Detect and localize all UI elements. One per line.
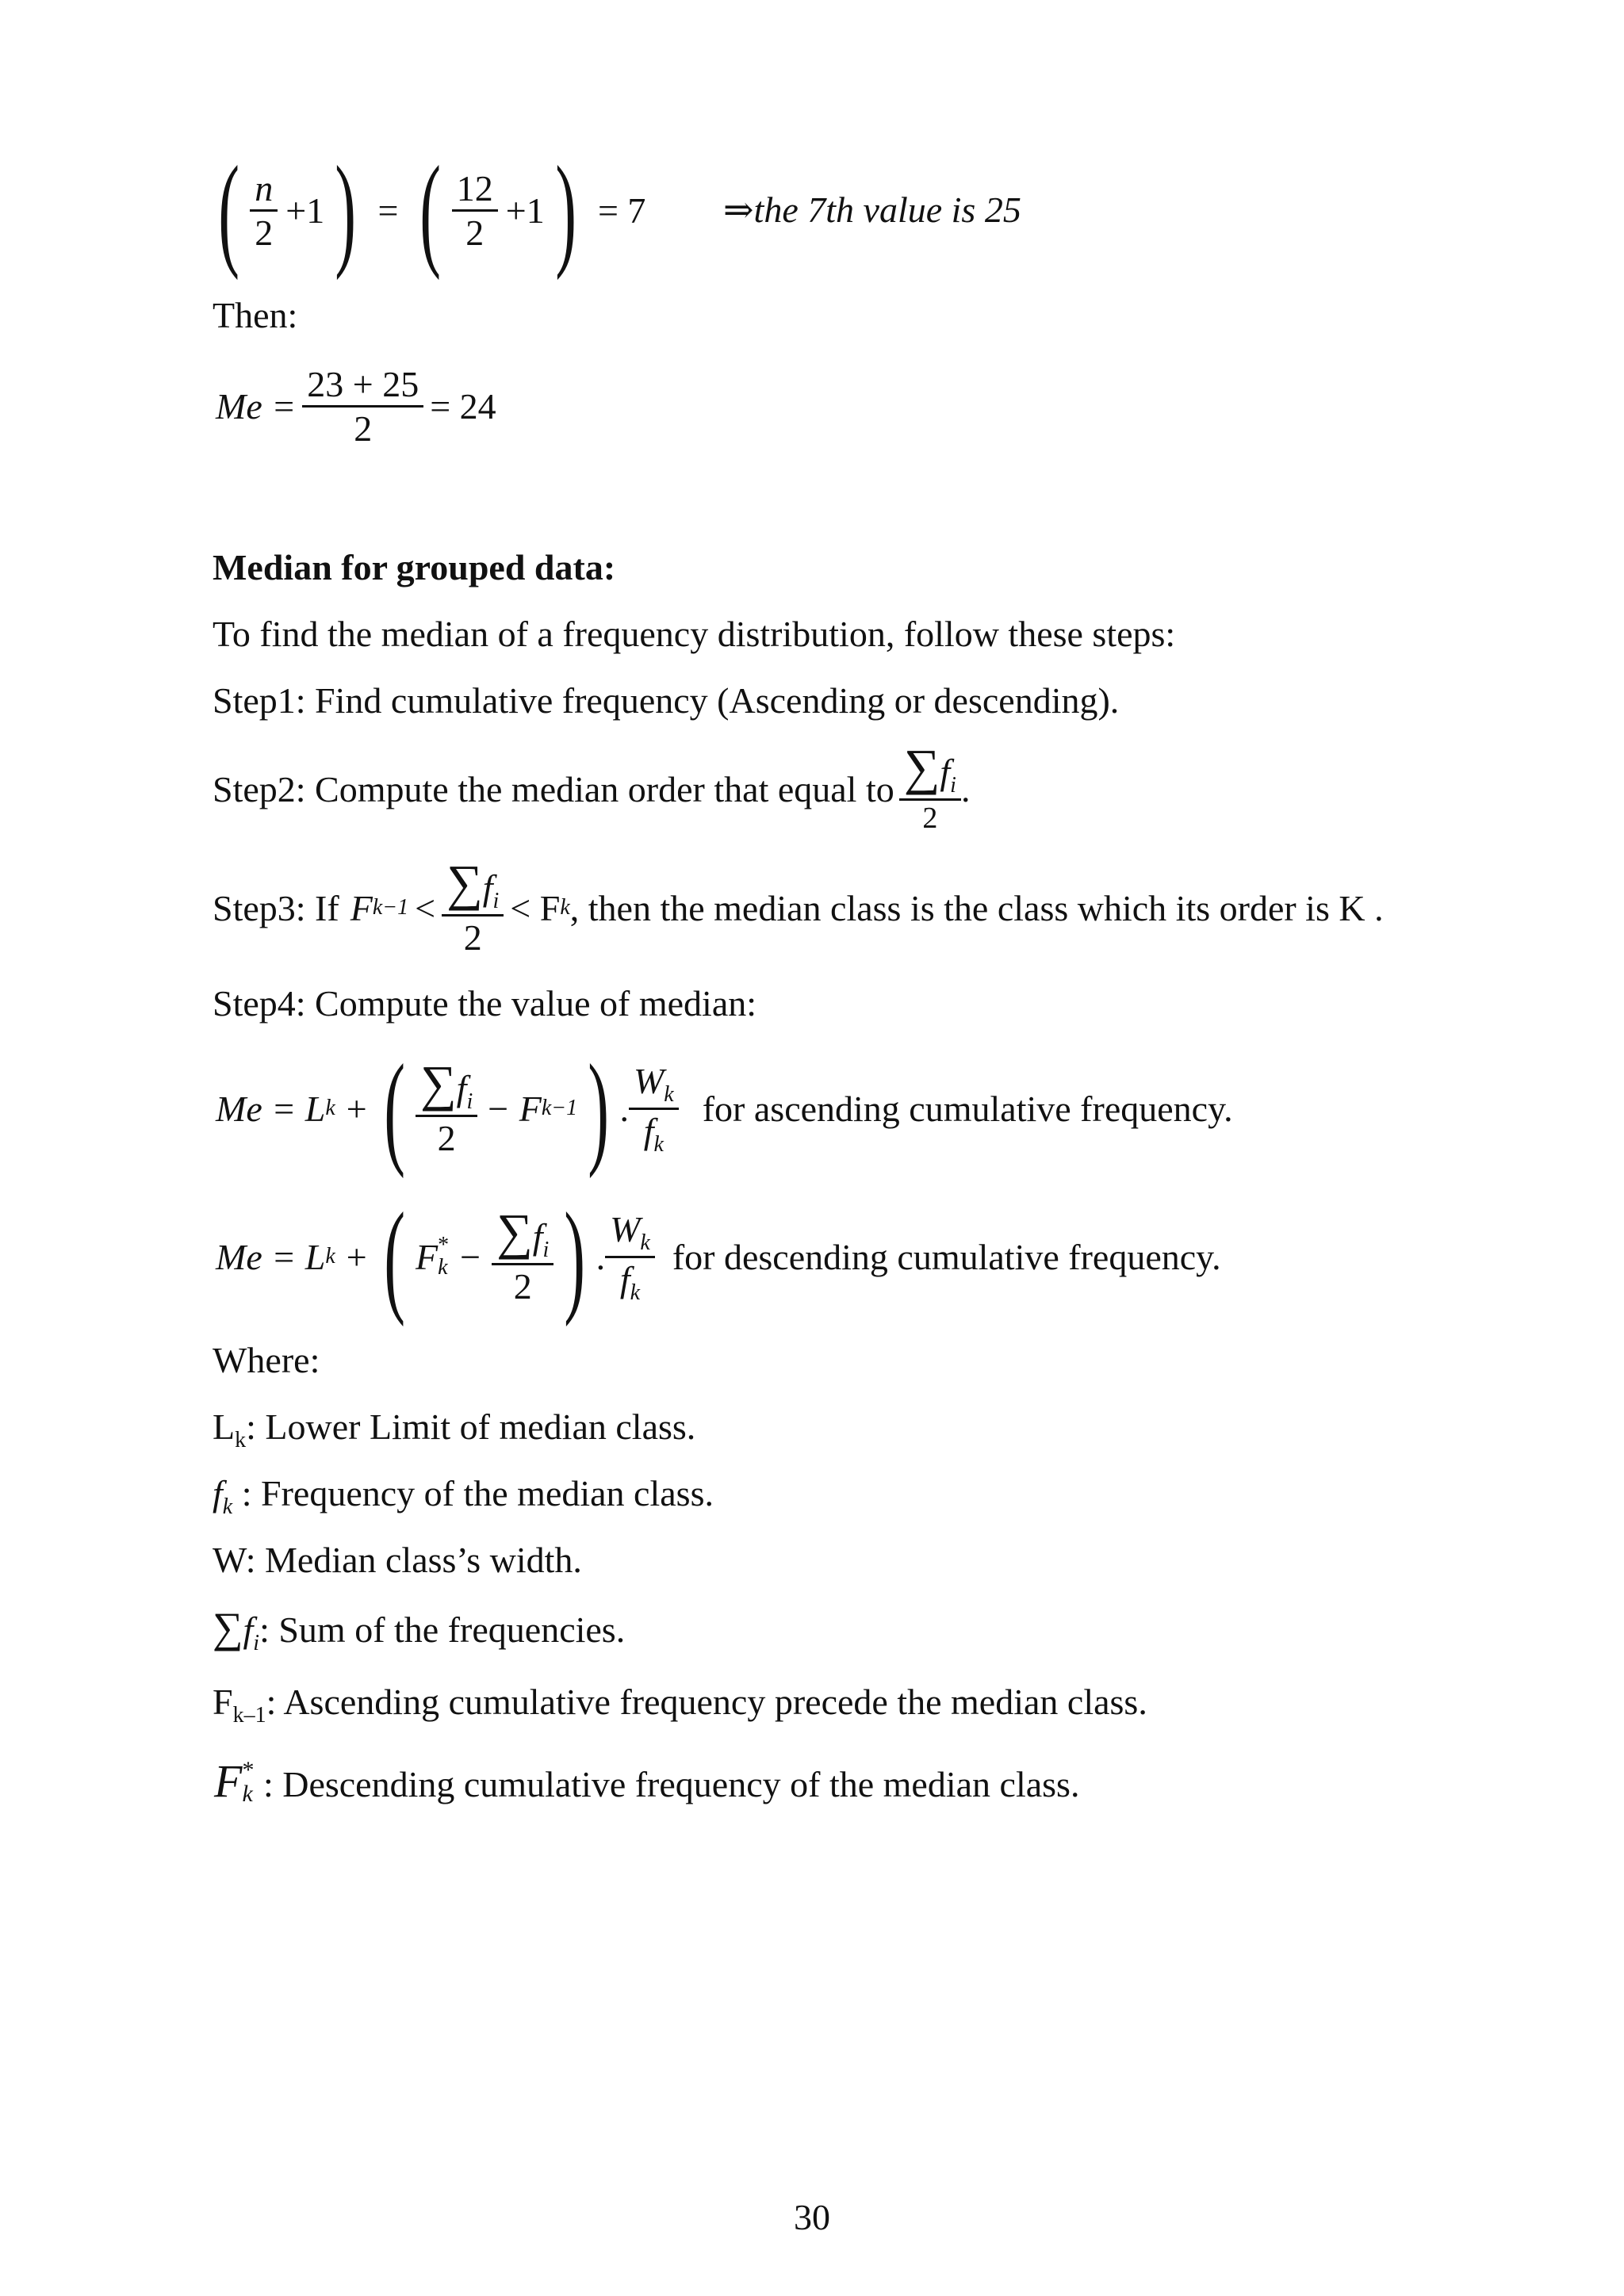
step4-text: Step4: Compute the value of median: — [213, 983, 757, 1024]
where-label: Where: — [213, 1340, 320, 1380]
median-formula-ascending: Me = L k + ( $\frac{\sum f_i}{2}$ − F k−1 ) . $\frac{W_k}{f_k}$ for ascending cumulative frequency. — [216, 1038, 1233, 1179]
definition-fk-star: F * k : Descending cumulative frequency of the median class. — [214, 1755, 1080, 1807]
step1-text: Step1: Find cumulative frequency (Ascending or descending). — [213, 680, 1120, 721]
left-paren: ( — [218, 140, 239, 281]
page-number: 30 — [794, 2197, 830, 2237]
step3-text: Step3: If F k−1 < $\frac{\sum f_i}{2}$ < F k , then the median class is the class which its order is K . — [213, 854, 1384, 958]
section-heading: Median for grouped data: — [213, 547, 616, 587]
definition-sum-fi: $\sum f_i$: Sum of the frequencies. — [213, 1604, 626, 1655]
definition-lk: $L_k$: Lower Limit of median class. — [213, 1406, 696, 1452]
definition-fk: $f_k$ : Frequency of the median class. — [213, 1473, 714, 1519]
definition-w: W: Median class’s width. — [213, 1540, 582, 1580]
intro-text: To find the median of a frequency distribution, follow these steps: — [213, 614, 1176, 654]
then-label: Then: — [213, 295, 298, 335]
seventh-value-statement: ⇒the 7th value is 25 — [723, 189, 1021, 230]
sigma-symbol: ∑ — [903, 739, 940, 795]
median-value-equation: Me = $\frac{23 + 25}{2}$ = 24 — [216, 363, 496, 449]
median-formula-descending: Me = L k + ( F * k − $\frac{\sum f_i}{2}$ ) . $\frac{W_k}{f_k}$ for descending cumulative frequency. — [216, 1186, 1221, 1327]
definition-fk-minus-1: $F_{k-1}$: Ascending cumulative frequency precede the median class. — [213, 1682, 1147, 1728]
implies-arrow: ⇒ — [723, 189, 754, 230]
step2-text: Step2: Compute the median order that equal to $\frac{\sum f_i}{2}$ . — [213, 739, 971, 835]
median-position-equation: ( $\frac{n}{2}$ +1 ) = ( $\frac{12}{2}$ +1 ) = 7 — [218, 140, 646, 281]
